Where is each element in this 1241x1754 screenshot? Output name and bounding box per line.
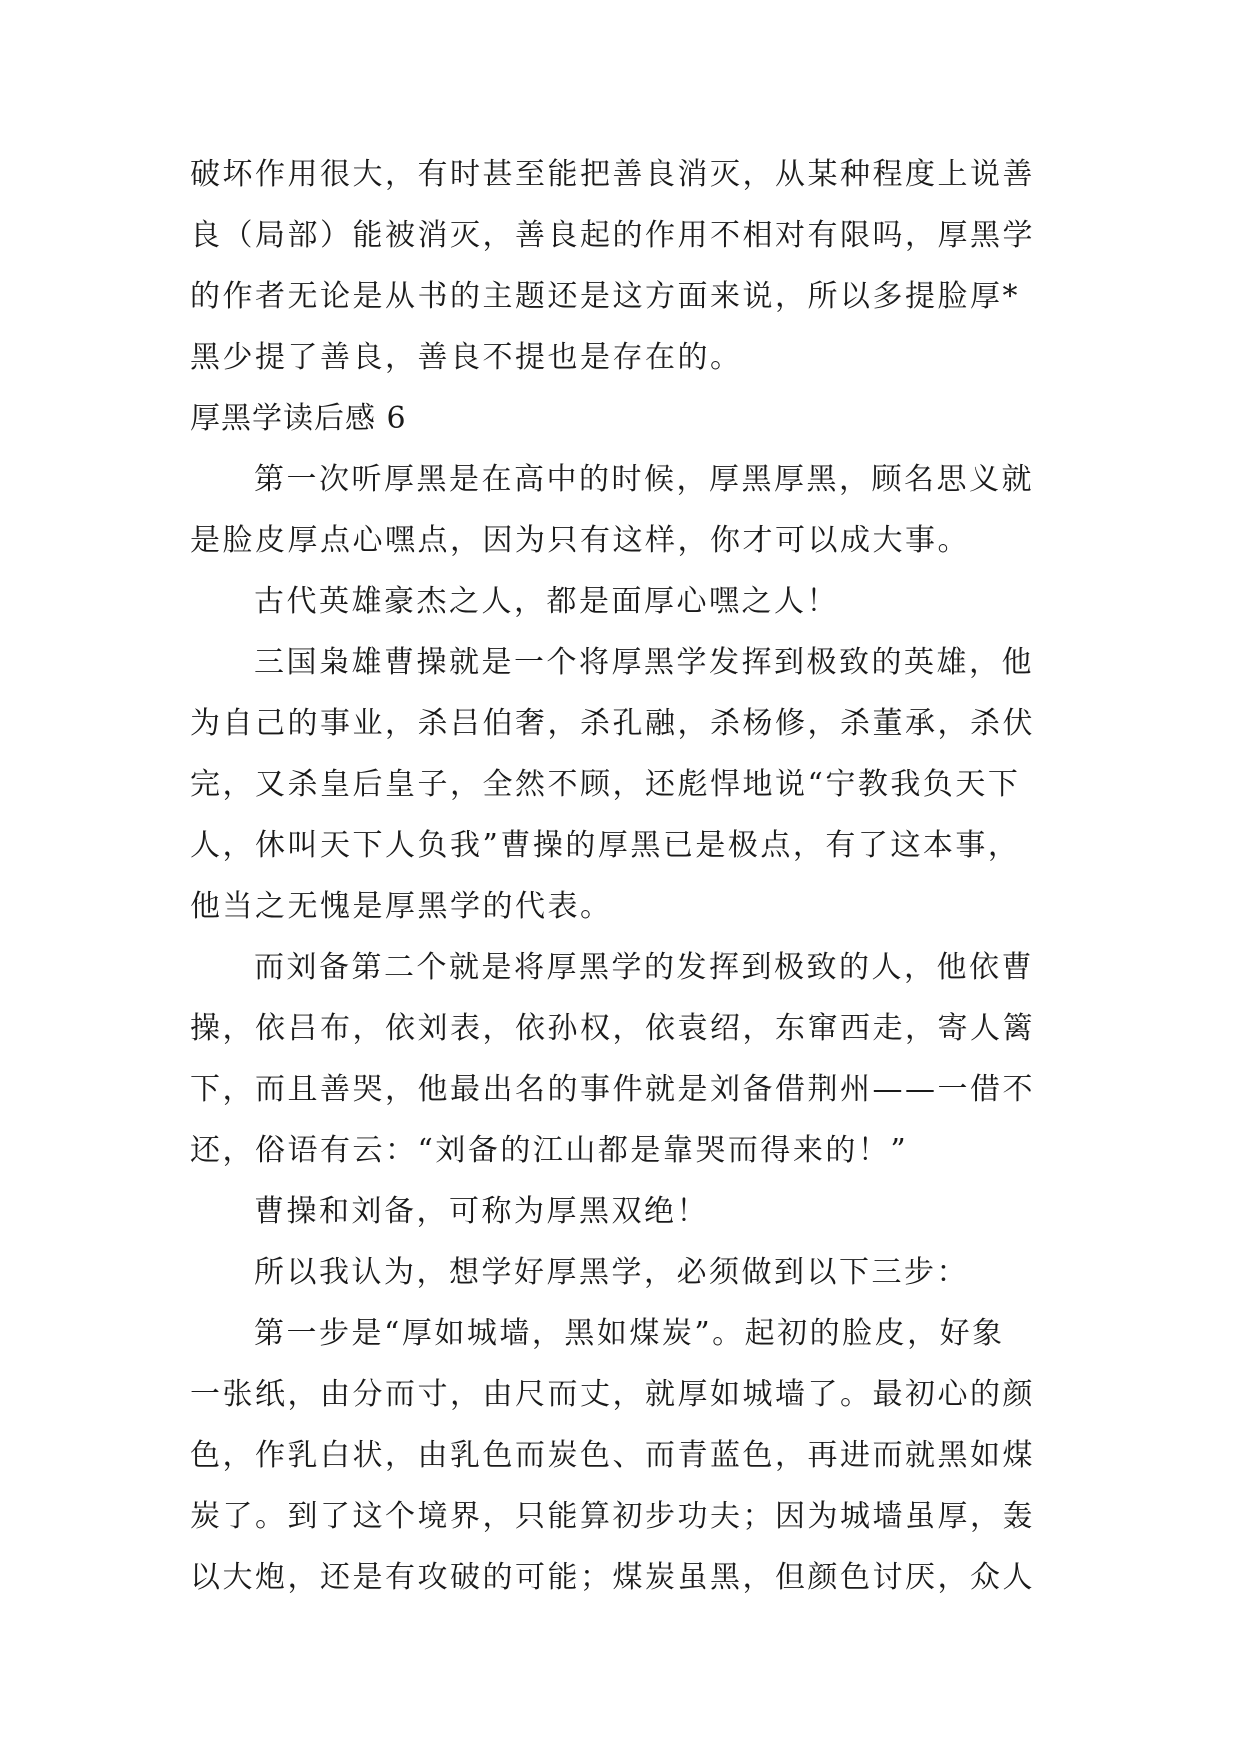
text-line: 为自己的事业，杀吕伯奢，杀孔融，杀杨修，杀董承，杀伏 <box>190 706 1035 741</box>
text-line: 是脸皮厚点心嘿点，因为只有这样，你才可以成大事。 <box>190 523 970 558</box>
text-line: 所以我认为，想学好厚黑学，必须做到以下三步： <box>254 1255 969 1290</box>
text-line: 人，休叫天下人负我”曹操的厚黑已是极点，有了这本事， <box>190 828 1021 863</box>
text-line: 操，依吕布，依刘表，依孙权，依袁绍，东窜西走，寄人篱 <box>190 1011 1035 1046</box>
text-line: 下，而且善哭，他最出名的事件就是刘备借荆州——一借不 <box>190 1072 1035 1107</box>
text-line: 而刘备第二个就是将厚黑学的发挥到极致的人，他依曹 <box>254 950 1034 985</box>
text-line: 还，俗语有云：“刘备的江山都是靠哭而得来的！” <box>190 1133 909 1168</box>
text-line: 一张纸，由分而寸，由尺而丈，就厚如城墙了。最初心的颜 <box>190 1377 1035 1412</box>
text-line: 炭了。到了这个境界，只能算初步功夫；因为城墙虽厚，轰 <box>190 1499 1035 1534</box>
text-line: 第一次听厚黑是在高中的时候，厚黑厚黑，顾名思义就 <box>254 462 1034 497</box>
text-line: 的作者无论是从书的主题还是这方面来说，所以多提脸厚* <box>190 279 1020 314</box>
text-line: 完，又杀皇后皇子，全然不顾，还彪悍地说“宁教我负天下 <box>190 767 1021 802</box>
text-line: 黑少提了善良，善良不提也是存在的。 <box>190 340 743 375</box>
text-line: 古代英雄豪杰之人，都是面厚心嘿之人！ <box>254 584 839 619</box>
text-line: 他当之无愧是厚黑学的代表。 <box>190 889 613 924</box>
text-line: 以大炮，还是有攻破的可能；煤炭虽黑，但颜色讨厌，众人 <box>190 1560 1035 1595</box>
text-line: 三国枭雄曹操就是一个将厚黑学发挥到极致的英雄，他 <box>254 645 1034 680</box>
text-line: 曹操和刘备，可称为厚黑双绝！ <box>254 1194 709 1229</box>
section-heading: 厚黑学读后感 6 <box>190 401 407 436</box>
text-line: 第一步是“厚如城墙，黑如煤炭”。起初的脸皮，好象 <box>254 1316 1005 1351</box>
text-line: 良（局部）能被消灭，善良起的作用不相对有限吗，厚黑学 <box>190 218 1035 253</box>
text-line: 色，作乳白状，由乳色而炭色、而青蓝色，再进而就黑如煤 <box>190 1438 1035 1473</box>
text-line: 破坏作用很大，有时甚至能把善良消灭，从某种程度上说善 <box>190 157 1035 192</box>
